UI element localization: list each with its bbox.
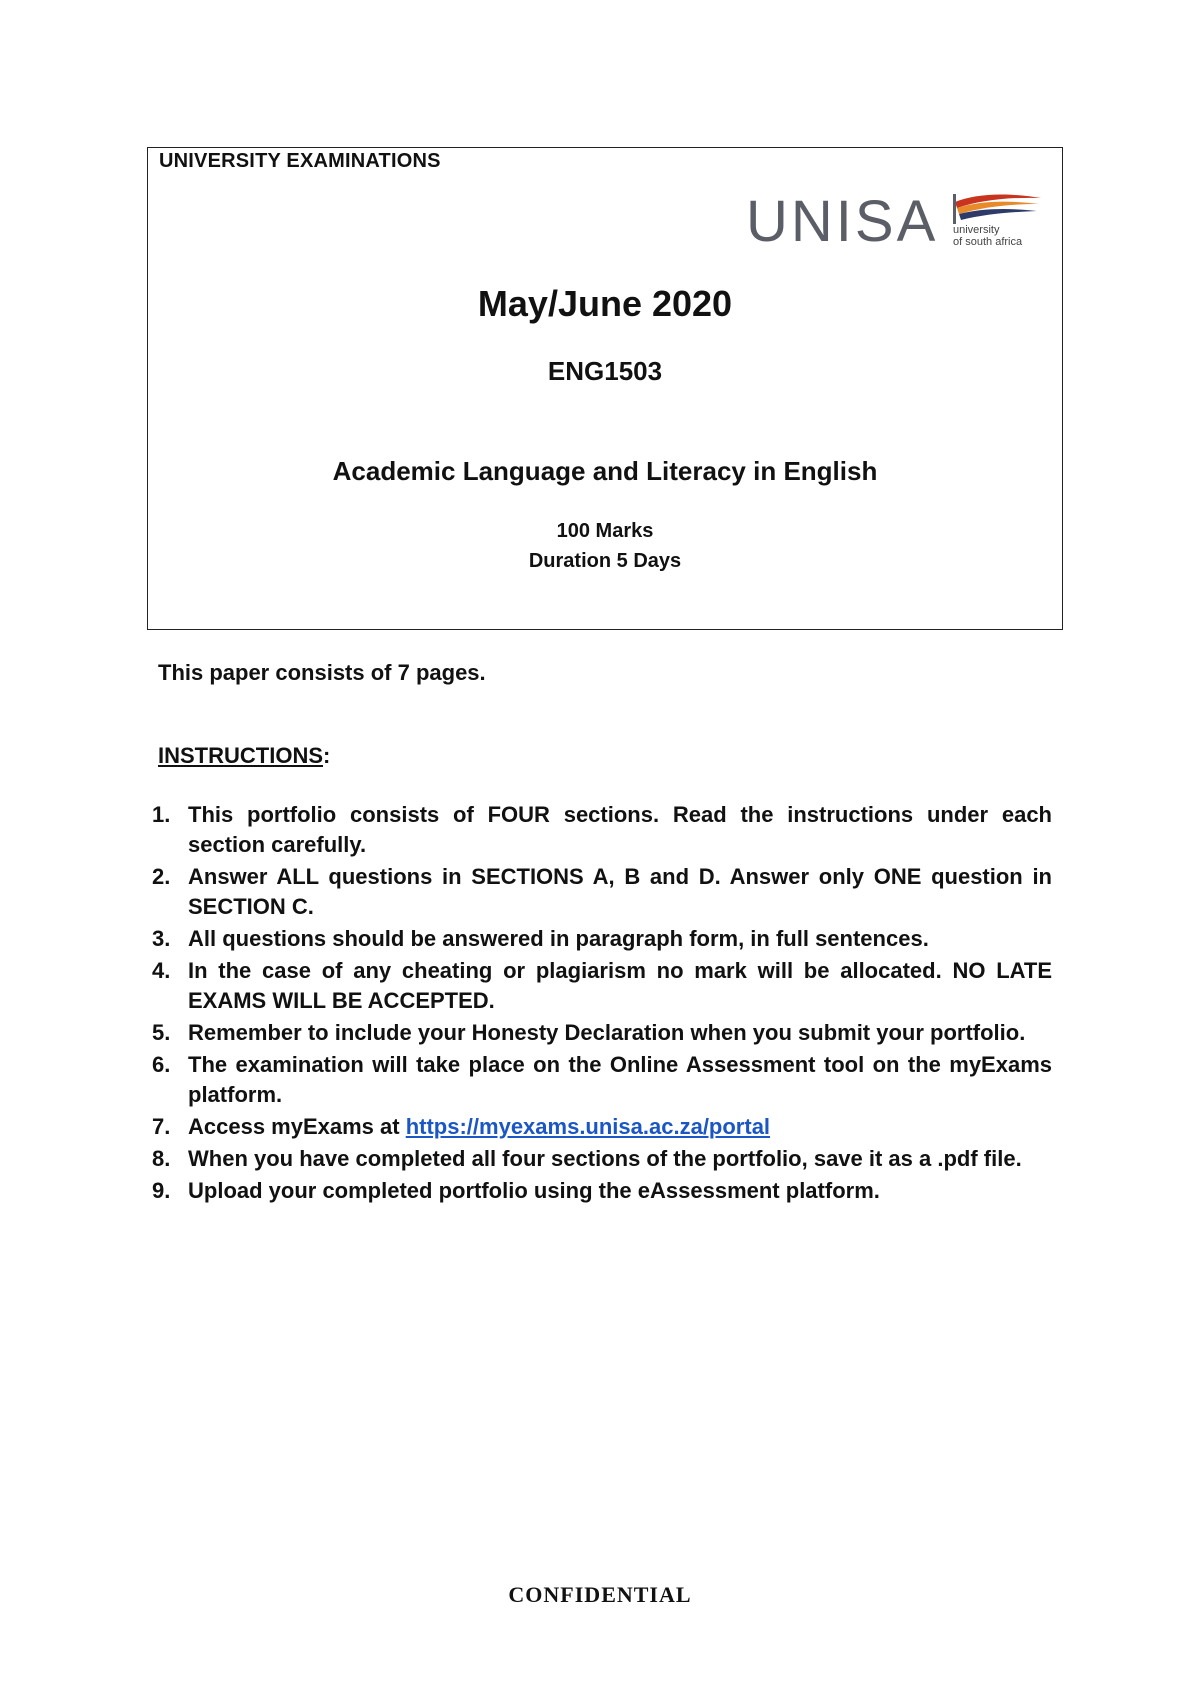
item-text: In the case of any cheating or plagiarism no mark will be allocated. NO LATE EXAMS WILL BE ACCEPTED. bbox=[188, 958, 1052, 1013]
item-text: Answer ALL questions in SECTIONS A, B and D. Answer only ONE question in SECTION C. bbox=[188, 864, 1052, 919]
logo-wordmark: UNISA bbox=[746, 189, 939, 254]
total-marks: 100 Marks bbox=[556, 520, 654, 542]
logo-subtitle bbox=[953, 224, 1022, 248]
item-number: 7. bbox=[152, 1114, 171, 1139]
item-number: 1. bbox=[152, 802, 171, 827]
item-number: 8. bbox=[152, 1146, 171, 1171]
instructions-heading-colon: : bbox=[323, 743, 331, 768]
item-number: 5. bbox=[152, 1020, 171, 1045]
item-number: 4. bbox=[152, 958, 171, 983]
list-item bbox=[152, 956, 1052, 1016]
item-text: When you have completed all four sections of the portfolio, save it as a .pdf file. bbox=[188, 1146, 1022, 1171]
header-label: UNIVERSITY EXAMINATIONS bbox=[159, 150, 441, 172]
page-count: This paper consists of 7 pages. bbox=[158, 660, 486, 685]
instructions-list bbox=[152, 800, 1052, 1208]
item-text: Remember to include your Honesty Declaration when you submit your portfolio. bbox=[188, 1020, 1026, 1045]
list-item bbox=[152, 1176, 1052, 1206]
item-text: The examination will take place on the Online Assessment tool on the myExams platform. bbox=[188, 1052, 1052, 1107]
cover-box bbox=[147, 147, 1063, 630]
exam-duration: Duration 5 Days bbox=[528, 550, 682, 572]
list-item bbox=[152, 1112, 1052, 1142]
instructions-heading-text: INSTRUCTIONS bbox=[158, 743, 323, 768]
myexams-portal-link[interactable]: https://myexams.unisa.ac.za/portal bbox=[405, 1114, 771, 1139]
unisa-logo bbox=[746, 186, 1046, 258]
item-number: 2. bbox=[152, 864, 171, 889]
item-text bbox=[188, 1112, 1052, 1142]
item-number: 9. bbox=[152, 1178, 171, 1203]
list-item bbox=[152, 1018, 1052, 1048]
exam-session: May/June 2020 bbox=[477, 283, 733, 324]
course-title: Academic Language and Literacy in English bbox=[332, 456, 878, 486]
item-text: This portfolio consists of FOUR sections. Read the instructions under each section carefully. bbox=[188, 802, 1052, 857]
item-number: 3. bbox=[152, 926, 171, 951]
item-number: 6. bbox=[152, 1052, 171, 1077]
item-text: Upload your completed portfolio using the eAssessment platform. bbox=[188, 1178, 880, 1203]
logo-sub-line2: of south africa bbox=[953, 236, 1023, 248]
item-text: All questions should be answered in paragraph form, in full sentences. bbox=[188, 926, 929, 951]
course-code: ENG1503 bbox=[547, 356, 663, 386]
item-text-prefix: Access myExams at bbox=[188, 1114, 406, 1139]
list-item bbox=[152, 1050, 1052, 1110]
confidential-footer: CONFIDENTIAL bbox=[508, 1582, 692, 1607]
logo-sub-line1: university bbox=[953, 224, 1000, 236]
list-item bbox=[152, 800, 1052, 860]
instructions-heading bbox=[158, 743, 330, 769]
logo-swoosh-icon bbox=[953, 192, 1045, 226]
list-item bbox=[152, 1144, 1052, 1174]
list-item bbox=[152, 862, 1052, 922]
logo-divider bbox=[953, 194, 956, 224]
list-item bbox=[152, 924, 1052, 954]
